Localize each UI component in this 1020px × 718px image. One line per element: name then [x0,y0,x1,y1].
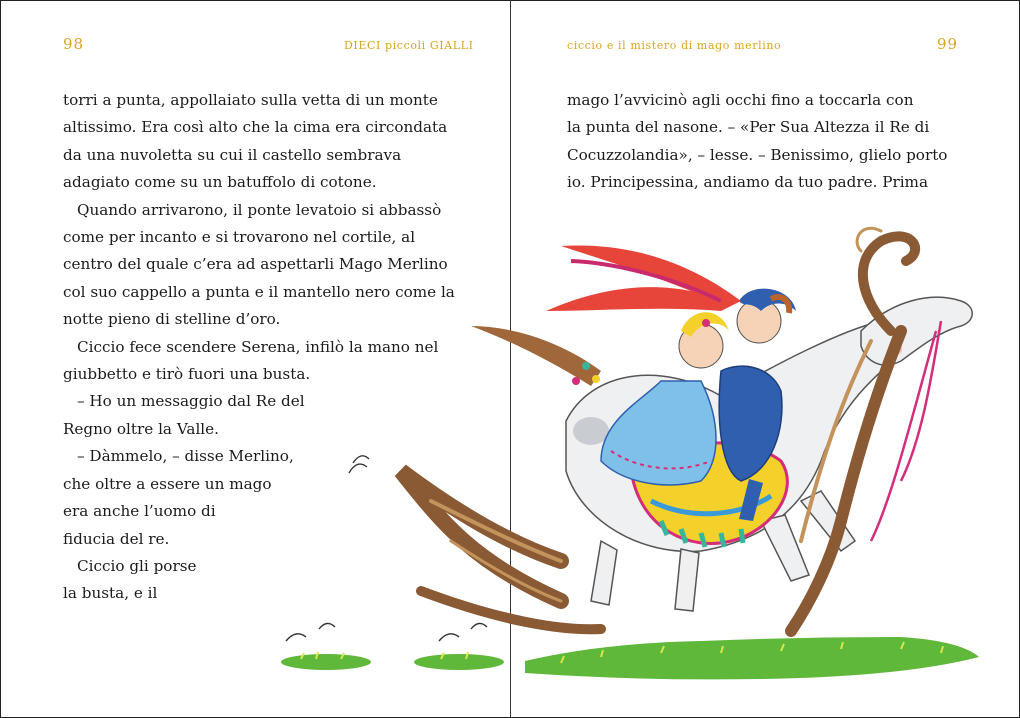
text-line: col suo cappello a punta e il mantello nero come la [63,282,455,301]
text-line: da una nuvoletta su cui il castello sembrava [63,145,402,164]
text-line: che oltre a essere un mago [63,474,272,493]
text-line: notte pieno di stelline d’oro. [63,310,281,329]
text-line: come per incanto e si trovarono nel cortile, al [63,228,416,247]
right-running-head: ciccio e il mistero di mago merlino [567,39,782,52]
left-page-number: 98 [63,35,85,53]
text-line: – Dàmmelo, – disse Merlino, [77,447,294,466]
text-line: Quando arrivarono, il ponte levatoio si abbassò [77,200,442,219]
horse-with-prince-and-princess-illustration [1,1,1019,717]
text-line: Ciccio fece scendere Serena, infilò la mano nel [77,337,439,356]
text-line: Regno oltre la Valle. [63,419,219,438]
text-line: era anche l’uomo di [63,502,216,521]
text-line: io. Principessina, andiamo da tuo padre. Prima [567,173,929,192]
text-line: la busta, e il [63,584,158,603]
right-page-number: 99 [937,35,959,53]
text-line: altissimo. Era così alto che la cima era circondata [63,118,448,137]
grass-ground [525,637,979,679]
text-line: – Ho un messaggio dal Re del [77,392,305,411]
feather-tuft [471,326,601,386]
text-line: mago l’avvicinò agli occhi fino a toccarla con [567,91,914,109]
hat-plume [546,245,741,311]
text-line: torri a punta, appollaiato sulla vetta di un monte [63,91,438,109]
left-running-head: DIECI piccoli GIALLI [344,39,474,52]
text-line: giubbetto e tirò fuori una busta. [63,365,311,384]
text-line: la punta del nasone. – «Per Sua Altezza il Re di [567,118,930,137]
text-line: Ciccio gli porse [77,556,197,575]
horse-tail [401,471,601,629]
grass-patch-left [281,456,504,670]
text-line: fiducia del re. [63,529,170,548]
text-line: centro del quale c’era ad aspettarli Mago Merlino [63,255,448,274]
text-line: Cocuzzolandia», – lesse. – Benissimo, glielo porto [567,145,948,164]
text-line: adagiato come su un batuffolo di cotone. [63,173,377,192]
